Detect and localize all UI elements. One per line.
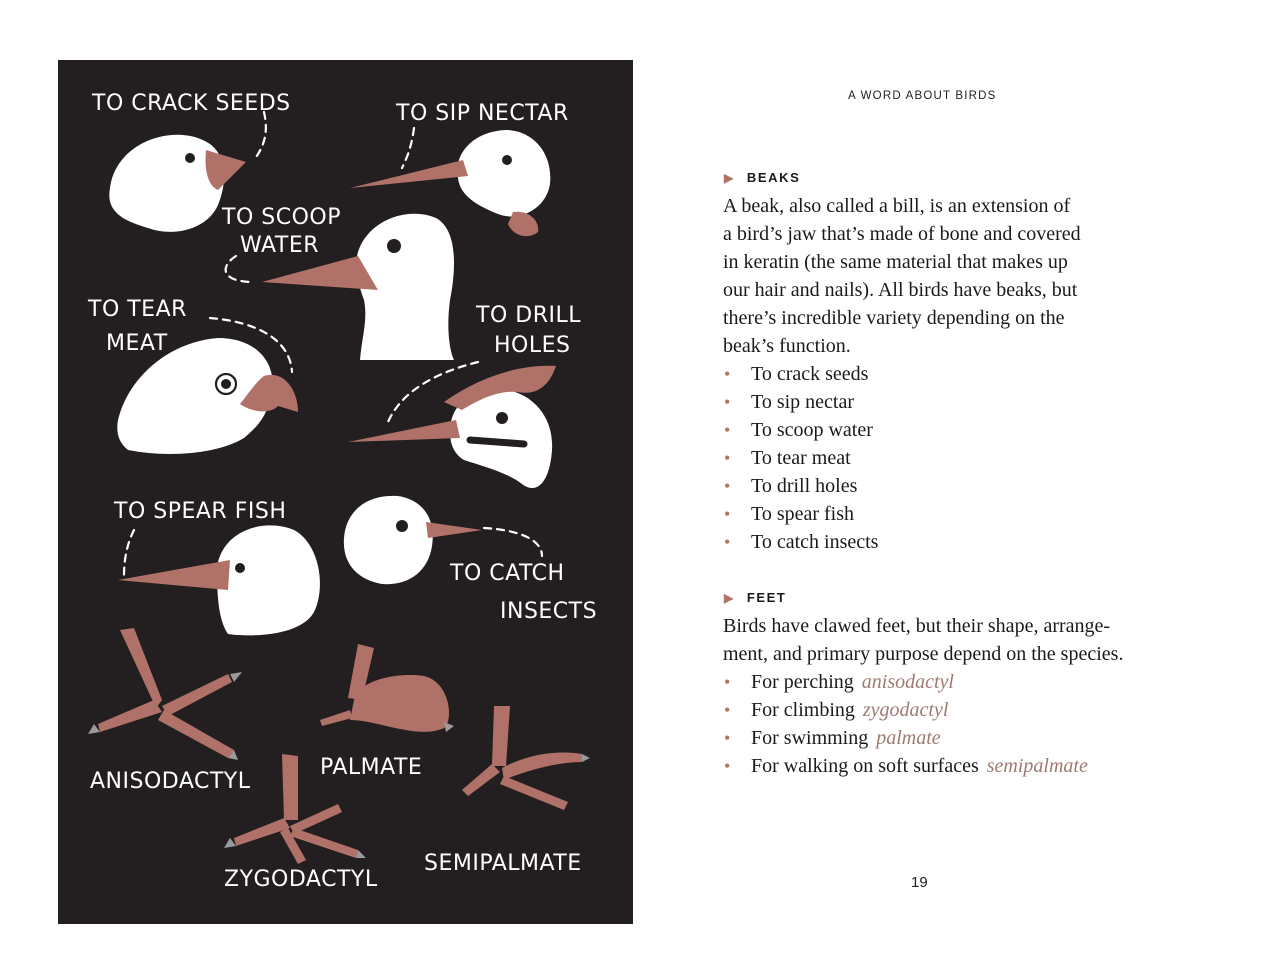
paragraph-line: our hair and nails). All birds have beaks, but — [723, 279, 1078, 301]
dashed-pointer — [254, 112, 266, 160]
palmate-foot-drawing — [320, 644, 454, 732]
list-item — [724, 444, 878, 472]
dashed-pointer — [226, 256, 254, 282]
list-item-text: To drill holes — [751, 475, 858, 497]
running-head: A WORD ABOUT BIRDS — [848, 90, 997, 102]
bullet-dot-icon: • — [724, 392, 731, 412]
label-palmate: PALMATE — [320, 755, 423, 780]
bullet-dot-icon: • — [724, 756, 731, 776]
label-crack-seeds: TO CRACK SEEDS — [92, 91, 291, 116]
list-item — [724, 752, 1088, 780]
foot-type-term: palmate — [876, 727, 941, 749]
feet-paragraph — [723, 612, 1153, 668]
label-scoop-water-1: TO SCOOP — [222, 205, 341, 230]
paragraph-line: Birds have clawed feet, but their shape, arrange- — [723, 615, 1111, 637]
page-number: 19 — [911, 874, 928, 891]
anisodactyl-foot-drawing — [88, 628, 242, 760]
label-catch-insects-2: INSECTS — [500, 599, 598, 624]
bullet-dot-icon: • — [724, 504, 731, 524]
paragraph-line: a bird’s jaw that’s made of bone and covered — [723, 223, 1081, 245]
label-semipalmate: SEMIPALMATE — [424, 851, 582, 876]
paragraph-line: in keratin (the same material that makes up — [723, 251, 1068, 273]
semipalmate-foot-drawing — [462, 706, 590, 810]
dashed-pointer — [402, 128, 414, 168]
paragraph-line: ment, and primary purpose depend on the species. — [723, 643, 1124, 665]
beaks-list — [724, 360, 878, 556]
bird-illustration — [58, 60, 633, 924]
dashed-pointer — [484, 528, 542, 556]
label-drill-holes-1: TO DRILL — [476, 303, 581, 328]
bullet-dot-icon: • — [724, 448, 731, 468]
bullet-dot-icon: • — [724, 420, 731, 440]
bullet-dot-icon: • — [724, 364, 731, 384]
label-drill-holes-2: HOLES — [494, 333, 571, 358]
triangle-bullet-icon: ▶ — [724, 591, 735, 605]
list-item-text: For climbing — [751, 699, 855, 721]
label-catch-insects-1: TO CATCH — [450, 561, 565, 586]
label-anisodactyl: ANISODACTYL — [90, 769, 251, 794]
list-item-text: To catch insects — [751, 531, 879, 553]
bullet-dot-icon: • — [724, 728, 731, 748]
paragraph-line: there’s incredible variety depending on the — [723, 307, 1065, 329]
list-item-text: To tear meat — [751, 447, 851, 469]
label-tear-meat-2: MEAT — [106, 331, 168, 356]
list-item — [724, 668, 1088, 696]
list-item — [724, 360, 878, 388]
feet-heading — [724, 590, 786, 605]
bullet-dot-icon: • — [724, 700, 731, 720]
list-item — [724, 500, 878, 528]
bullet-dot-icon: • — [724, 476, 731, 496]
bullet-dot-icon: • — [724, 532, 731, 552]
feet-heading-text: FEET — [746, 590, 787, 605]
feet-list — [724, 668, 1088, 780]
hummingbird-head-drawing — [350, 130, 550, 236]
list-item-text: To scoop water — [751, 419, 873, 441]
list-item-text: For walking on soft surfaces — [751, 755, 979, 777]
paragraph-line: A beak, also called a bill, is an extension of — [723, 195, 1071, 217]
beaks-paragraph — [723, 192, 1133, 360]
label-spear-fish: TO SPEAR FISH — [114, 499, 287, 524]
label-scoop-water-2: WATER — [240, 233, 320, 258]
foot-type-term: semipalmate — [986, 755, 1088, 777]
bullet-dot-icon: • — [724, 672, 731, 692]
heron-head-drawing — [118, 525, 320, 635]
foot-type-term: zygodactyl — [862, 699, 949, 721]
label-sip-nectar: TO SIP NECTAR — [396, 101, 569, 126]
bird-illustration-panel — [58, 60, 633, 924]
label-zygodactyl: ZYGODACTYL — [224, 867, 378, 892]
list-item-text: For swimming — [751, 727, 869, 749]
paragraph-line: beak’s function. — [723, 335, 851, 357]
list-item — [724, 528, 878, 556]
foot-type-term: anisodactyl — [861, 671, 954, 693]
list-item — [724, 696, 1088, 724]
label-tear-meat-1: TO TEAR — [88, 297, 187, 322]
list-item — [724, 472, 878, 500]
list-item — [724, 388, 878, 416]
beaks-heading-text: BEAKS — [746, 170, 801, 185]
triangle-bullet-icon: ▶ — [724, 171, 735, 185]
dashed-pointer — [124, 530, 134, 576]
woodpecker-head-drawing — [348, 366, 556, 488]
list-item-text: To sip nectar — [751, 391, 855, 413]
list-item — [724, 416, 878, 444]
list-item-text: To spear fish — [751, 503, 855, 525]
list-item — [724, 724, 1088, 752]
list-item-text: For perching — [751, 671, 854, 693]
beaks-heading — [724, 170, 800, 185]
list-item-text: To crack seeds — [751, 363, 869, 385]
